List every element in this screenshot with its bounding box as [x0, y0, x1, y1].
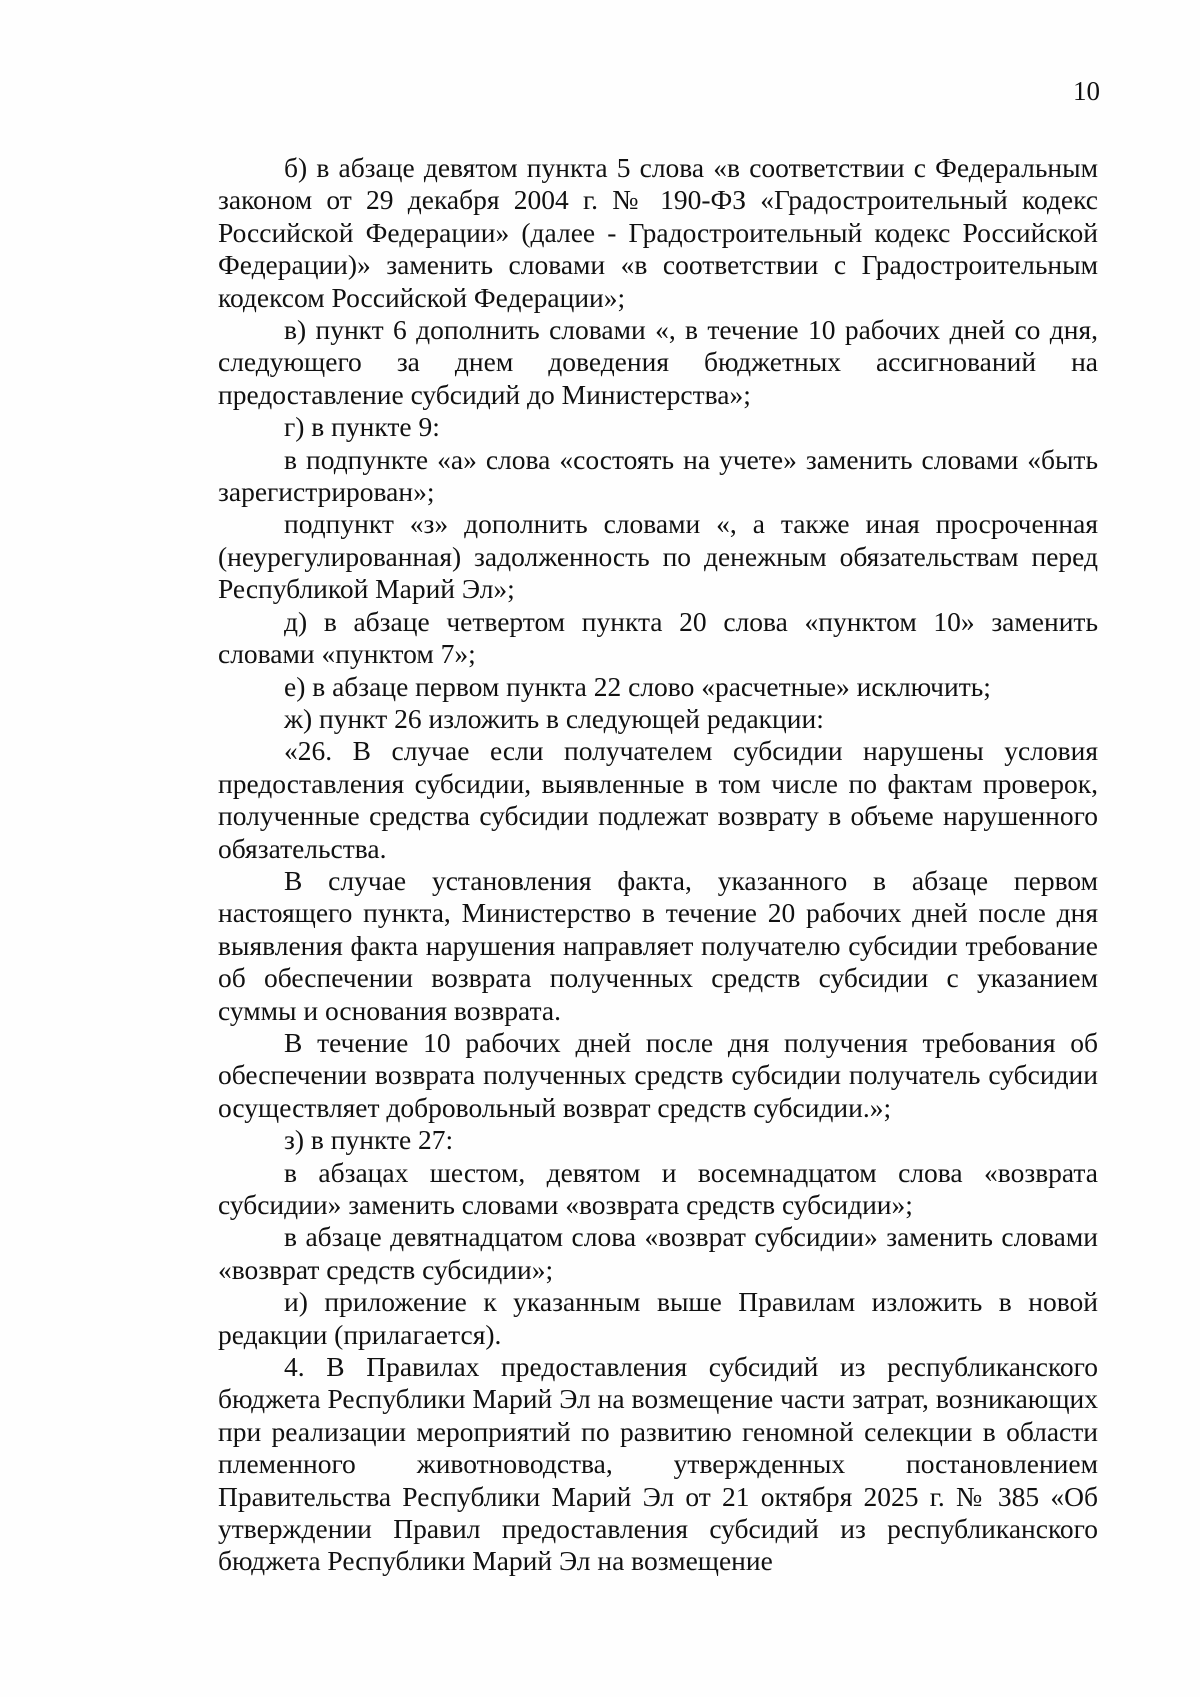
point-26-third-paragraph: В течение 10 рабочих дней после дня получения требования об обеспечении возврата полученных средств субсидии получатель субсидии осуществляет добровольный возврат средств субсидии.»; — [218, 1026, 1098, 1123]
point-26-text: «26. В случае если получателем субсидии нарушены условия предоставления субсидии, выявленные в том числе по фактам проверок, полученные средства субсидии подлежат возврату в объеме нарушенного обязательства. — [218, 735, 1098, 864]
point-26-second-paragraph: В случае установления факта, указанного в абзаце первом настоящего пункта, Министерство в течение 20 рабочих дней после дня выявления факта нарушения направляет получателю субсидии требование об обеспечении возврата полученных средств субсидии с указанием суммы и основания возврата. — [218, 864, 1098, 1026]
paragraph-g-subitem-a: в подпункте «а» слова «состоять на учете» заменить словами «быть зарегистрирован»; — [218, 443, 1098, 508]
paragraph-zh: ж) пункт 26 изложить в следующей редакции: — [284, 702, 824, 734]
paragraph-v: в) пункт 6 дополнить словами «, в течение 10 рабочих дней со дня, следующего за днем доведения бюджетных ассигнований на предоставление субсидий до Министерства»; — [218, 314, 1098, 410]
paragraph-e: е) в абзаце первом пункта 22 слово «расчетные» исключить; — [284, 670, 991, 702]
document-body — [218, 152, 1098, 1578]
paragraph-z-first-change: в абзацах шестом, девятом и восемнадцатом слова «возврата субсидии» заменить словами «возврата средств субсидии»; — [218, 1156, 1098, 1220]
paragraph-g: г) в пункте 9: — [284, 411, 440, 443]
paragraph-z-second-change: в абзаце девятнадцатом слова «возврат субсидии» заменить словами «возврат средств субсидии»; — [218, 1221, 1098, 1285]
paragraph-d: д) в абзаце четвертом пункта 20 слова «пунктом 10» заменить словами «пунктом 7»; — [218, 605, 1098, 670]
paragraph-b: б) в абзаце девятом пункта 5 слова «в соответствии с Федеральным законом от 29 декабря 2004 г. № 190-ФЗ «Градостроительный кодекс Российской Федерации» (далее - Градостроительный кодекс Российской Федерации)» заменить словами «в соответствии с Градостроительным кодексом Российской Федерации»; — [218, 152, 1098, 313]
paragraph-z: з) в пункте 27: — [284, 1124, 454, 1156]
page-number: 10 — [1073, 76, 1100, 106]
paragraph-i: и) приложение к указанным выше Правилам изложить в новой редакции (прилагается). — [218, 1286, 1098, 1350]
section-4: 4. В Правилах предоставления субсидий из республиканского бюджета Республики Марий Эл на возмещение части затрат, возникающих при реализации мероприятий по развитию геномной селекции в области племенного животноводства, утвержденных постановлением Правительства Республики Марий Эл от 21 октября 2025 г. № 385 «Об утверждении Правил предоставления субсидий из республиканского бюджета Республики Марий Эл на возмещение — [218, 1351, 1098, 1577]
paragraph-g-subitem-z: подпункт «з» дополнить словами «, а также иная просроченная (неурегулированная) задолженность по денежным обязательствам перед Республикой Марий Эл»; — [218, 508, 1098, 605]
